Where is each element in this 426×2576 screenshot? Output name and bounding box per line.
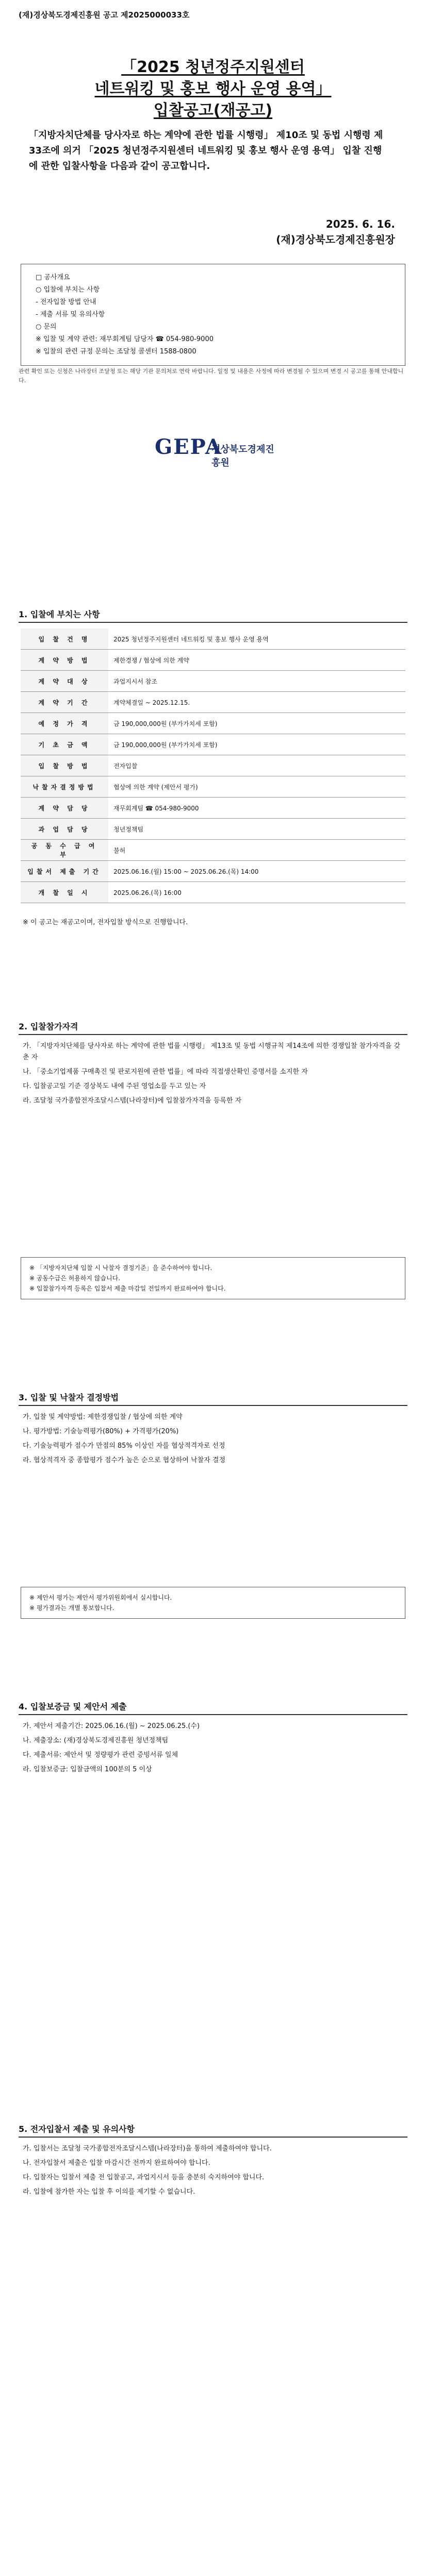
- gepa-logo: [155, 433, 278, 468]
- title-line-2: 네트워킹 및 홍보 행사 운영 용역」: [94, 80, 332, 98]
- table-row: 입 찰 건 명 2025 청년정주지원센터 네트워킹 및 홍보 행사 운영 용역: [21, 629, 405, 650]
- section-5-heading: 5. 전자입찰서 제출 및 유의사항: [19, 2123, 407, 2138]
- table-row: 낙찰자결정방법 협상에 의한 계약 (제안서 평가): [21, 776, 405, 798]
- section-3-body: 가. 입찰 및 계약방법: 제한경쟁입찰 / 협상에 의한 계약 나. 평가방법: 기술능력평가(80%) + 가격평가(20%) 다. 기술능력평가 점수가 만점의 85% 이상인 자를 협상적격자로 선정 라. 협상적격자 중 종합평가 점수가 높은 순으로 협상하여 낙찰자 결정: [23, 1413, 225, 1464]
- table-row: 입찰서 제출 기간 2025.06.16.(월) 15:00 ~ 2025.06.26.(목) 14:00: [21, 861, 405, 882]
- section-3-notebox: ※ 제안서 평가는 제안서 평가위원회에서 실시합니다. ※ 평가결과는 개별 통보합니다.: [21, 1587, 405, 1619]
- title-line-3: 입찰공고(재공고): [153, 101, 273, 120]
- issuer: (재)경상북도경제진흥원장: [276, 233, 395, 246]
- section-4-heading: 4. 입찰보증금 및 제안서 제출: [19, 1700, 407, 1715]
- table-row: 개 찰 일 시 2025.06.26.(목) 16:00: [21, 882, 405, 903]
- section-1-table: [21, 629, 405, 903]
- gepa-logo-mark: GEPA: [155, 435, 222, 459]
- section-5-body: 가. 입찰서는 조달청 국가종합전자조달시스템(나라장터)을 통하여 제출하여야 합니다. 나. 전자입찰서 제출은 입찰 마감시간 전까지 완료하여야 합니다. 다. 입찰자는 입찰서 제출 전 입찰공고, 과업지시서 등을 충분히 숙지하여야 합니다. 라. 입찰에 참가한 자는 입찰 후 이의를 제기할 수 없습니다.: [23, 2145, 272, 2196]
- table-row: 계 약 대 상 과업지시서 참조: [21, 671, 405, 692]
- section-3-heading: 3. 입찰 및 낙찰자 결정방법: [19, 1391, 407, 1406]
- announcement-number: (재)경상북도경제진흥원 공고 제2025000033호: [19, 10, 190, 20]
- issue-date-block: [276, 216, 395, 247]
- document-title: [77, 57, 349, 122]
- section-4-body: 가. 제안서 제출기간: 2025.06.16.(월) ~ 2025.06.25.(수) 나. 제출장소: (재)경상북도경제진흥원 청년정책팀 다. 제출서류: 제안서 및 정량평가 관련 증빙서류 일체 라. 입찰보증금: 입찰금액의 100분의 5 이상: [23, 1722, 200, 1773]
- summary-box: □ 공사개요 ○ 입찰에 부치는 사항 - 전자입찰 방법 안내 - 제출 서류 및 유의사항 ○ 문의 ※ 입찰 및 계약 관련: 재무회계팀 담당자 ☎ 054-980-9000 ※ 입찰의 관련 규정 문의는 조달청 콜센터 1588-0800: [21, 264, 405, 366]
- table-row: 기 초 금 액 금 190,000,000원 (부가가치세 포함): [21, 734, 405, 755]
- section-2-heading: 2. 입찰참가자격: [19, 1020, 407, 1035]
- table-row: 예 정 가 격 금 190,000,000원 (부가가치세 포함): [21, 713, 405, 734]
- section-2-notebox: ※ 「지방자치단체 입찰 시 낙찰자 결정기준」을 준수하여야 합니다. ※ 공동수급은 허용하지 않습니다. ※ 입찰참가자격 등록은 입찰서 제출 마감일 전일까지 완료하여야 합니다.: [21, 1257, 405, 1299]
- gepa-logo-org: 경상북도경제진흥원: [211, 444, 274, 468]
- section-1-note: ※ 이 공고는 재공고이며, 전자입찰 방식으로 진행합니다.: [23, 919, 188, 926]
- lead-paragraph: 「지방자치단체를 당사자로 하는 계약에 관한 법률 시행령」 제10조 및 동법 시행령 제33조에 의거 「2025 청년정주지원센터 네트워킹 및 홍보 행사 운영 용역」 입찰 진행에 관한 입찰사항을 다음과 같이 공고합니다.: [29, 130, 383, 172]
- table-row: 계 약 담 당 재무회계팀 ☎ 054-980-9000: [21, 798, 405, 819]
- table-row: 공 동 수 급 여 부 불허: [21, 840, 405, 861]
- table-row: 계 약 방 법 제한경쟁 / 협상에 의한 계약: [21, 650, 405, 671]
- title-line-1: 「2025 청년정주지원센터: [121, 58, 305, 76]
- table-row: 입 찰 방 법 전자입찰: [21, 755, 405, 776]
- section-1-heading: 1. 입찰에 부치는 사항: [19, 608, 407, 623]
- table-row: 계 약 기 간 계약체결일 ~ 2025.12.15.: [21, 692, 405, 713]
- section-2-body: 가. 「지방자치단체를 당사자로 하는 계약에 관한 법률 시행령」 제13조 및 동법 시행규칙 제14조에 의한 경쟁입찰 참가자격을 갖춘 자 나. 「중소기업제품 구매촉진 및 판로지원에 관한 법률」에 따라 직접생산확인 증명서를 소지한 자 다. 입찰공고일 기준 경상북도 내에 주된 영업소를 두고 있는 자 라. 조달청 국가종합전자조달시스템(나라장터)에 입찰참가자격을 등록한 자: [23, 1042, 401, 1105]
- small-note: 관련 확인 또는 신청은 나라장터 조달청 또는 해당 기관 문의처로 연락 바랍니다. 일정 및 내용은 사정에 따라 변경될 수 있으며 변경 시 공고를 통해 안내합니다.: [19, 368, 404, 384]
- table-row: 과 업 담 당 청년정책팀: [21, 819, 405, 840]
- issue-date: 2025. 6. 16.: [325, 218, 395, 230]
